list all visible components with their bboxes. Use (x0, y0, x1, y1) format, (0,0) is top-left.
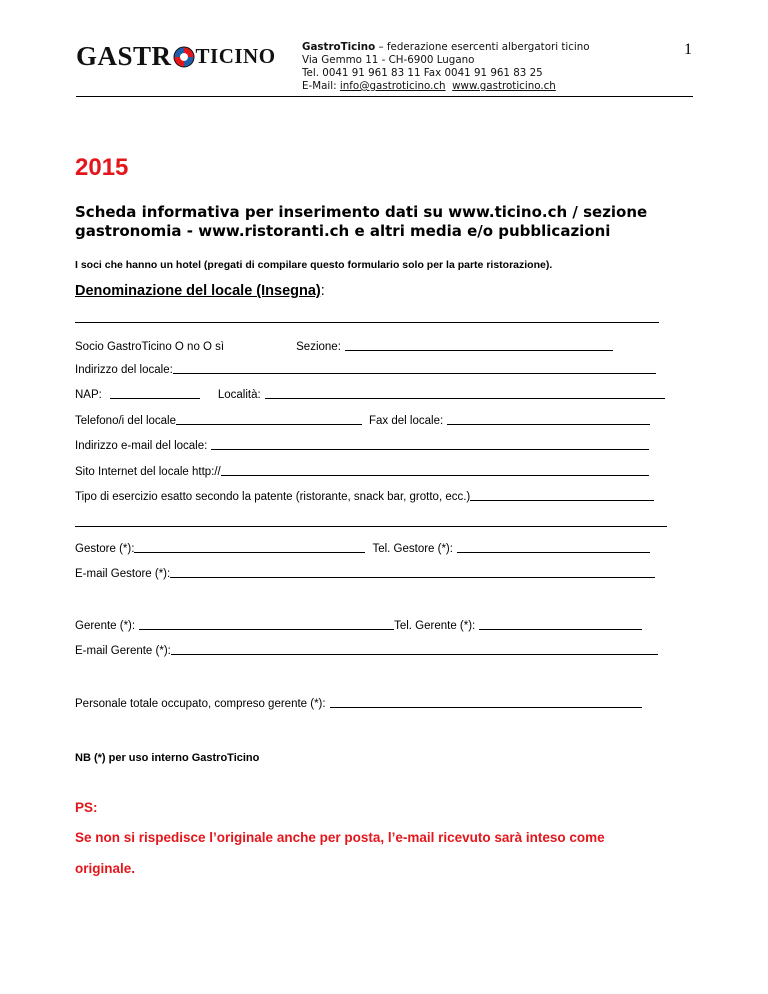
row-email-gestore (75, 567, 655, 580)
row-personale (75, 697, 642, 710)
ps-label: PS: (75, 800, 98, 815)
telefono-input[interactable] (176, 414, 362, 425)
email-gerente-label: E-mail Gerente (*): (75, 645, 171, 657)
tipo-input-line-2[interactable] (75, 526, 667, 527)
nap-label: NAP: (75, 389, 102, 401)
nap-input[interactable] (110, 388, 200, 399)
website-link[interactable]: www.gastroticino.ch (452, 80, 556, 92)
brand-line (302, 41, 590, 54)
year-title: 2015 (75, 154, 129, 181)
sezione-input[interactable] (345, 340, 613, 351)
row-sito (75, 465, 649, 478)
personale-input[interactable] (330, 697, 642, 708)
row-indirizzo (75, 363, 656, 376)
email-line (302, 80, 590, 93)
ps-text-line-1: Se non si rispedisce l’originale anche per posta, l’e-mail ricevuto sarà inteso come (75, 830, 605, 845)
email-locale-input[interactable] (211, 439, 649, 450)
row-email-locale (75, 439, 649, 452)
email-gestore-label: E-mail Gestore (*): (75, 568, 171, 580)
logo-text-right: TICINO (195, 43, 276, 68)
insegna-input-line[interactable] (75, 322, 659, 323)
row-tipo (75, 490, 654, 503)
section-title-text: Denominazione del locale (Insegna) (75, 283, 321, 299)
tel-gerente-input[interactable] (479, 619, 642, 630)
personale-label: Personale totale occupato, compreso gerente (*): (75, 698, 326, 710)
logo-text-left: GASTR (76, 40, 172, 71)
nb-note: NB (*) per uso interno GastroTicino (75, 752, 260, 764)
sito-input[interactable] (221, 465, 649, 476)
row-telefono (75, 414, 650, 427)
hotel-note: I soci che hanno un hotel (pregati di compilare questo formulario solo per la parte ristorazione). (75, 259, 553, 271)
email-gerente-input[interactable] (171, 644, 658, 655)
fax-label: Fax del locale: (369, 415, 444, 427)
row-nap (75, 388, 665, 401)
section-title-colon: : (320, 283, 325, 299)
gestore-label: Gestore (*): (75, 543, 135, 555)
form-heading: Scheda informativa per inserimento dati su www.ticino.ch / sezione gastronomia - www.ristoranti.ch e altri media e/o pubblicazioni (75, 203, 648, 240)
localita-input[interactable] (265, 388, 665, 399)
email-gestore-input[interactable] (170, 567, 655, 578)
phone-line: Tel. 0041 91 961 83 11 Fax 0041 91 961 83 25 (302, 67, 543, 79)
tel-gestore-input[interactable] (457, 542, 650, 553)
localita-label: Località: (217, 389, 261, 401)
sezione-label: Sezione: (296, 341, 341, 353)
row-email-gerente (75, 644, 658, 657)
gerente-label: Gerente (*): (75, 620, 136, 632)
header-divider (76, 96, 693, 97)
logo-globe-icon (173, 46, 195, 68)
tel-gerente-label: Tel. Gerente (*): (394, 620, 476, 632)
gestore-input[interactable] (134, 542, 365, 553)
header-contact-block (302, 41, 590, 93)
indirizzo-input[interactable] (173, 363, 656, 374)
row-gestore (75, 542, 650, 555)
tipo-input[interactable] (470, 490, 654, 501)
gerente-input[interactable] (139, 619, 394, 630)
email-link[interactable]: info@gastroticino.ch (339, 80, 446, 92)
address-line: Via Gemmo 11 - CH-6900 Lugano (302, 54, 475, 66)
row-socio (75, 340, 613, 353)
ps-text-line-2: originale. (75, 861, 136, 876)
sito-label: Sito Internet del locale http:// (75, 466, 221, 478)
telefono-label: Telefono/i del locale (75, 415, 177, 427)
tel-gestore-label: Tel. Gestore (*): (372, 543, 453, 555)
fax-input[interactable] (447, 414, 650, 425)
email-label: E-Mail: (302, 80, 337, 92)
brand-tagline: – federazione esercenti albergatori ticino (378, 41, 590, 53)
socio-label: Socio GastroTicino O no O sì (75, 341, 225, 353)
page-number: 1 (684, 41, 692, 58)
gastroticino-logo (76, 36, 276, 76)
brand-name: GastroTicino (302, 41, 376, 53)
email-locale-label: Indirizzo e-mail del locale: (75, 440, 208, 452)
row-gerente (75, 619, 642, 632)
indirizzo-label: Indirizzo del locale: (75, 364, 173, 376)
section-title (75, 283, 325, 299)
tipo-label: Tipo di esercizio esatto secondo la patente (ristorante, snack bar, grotto, ecc.) (75, 491, 471, 503)
